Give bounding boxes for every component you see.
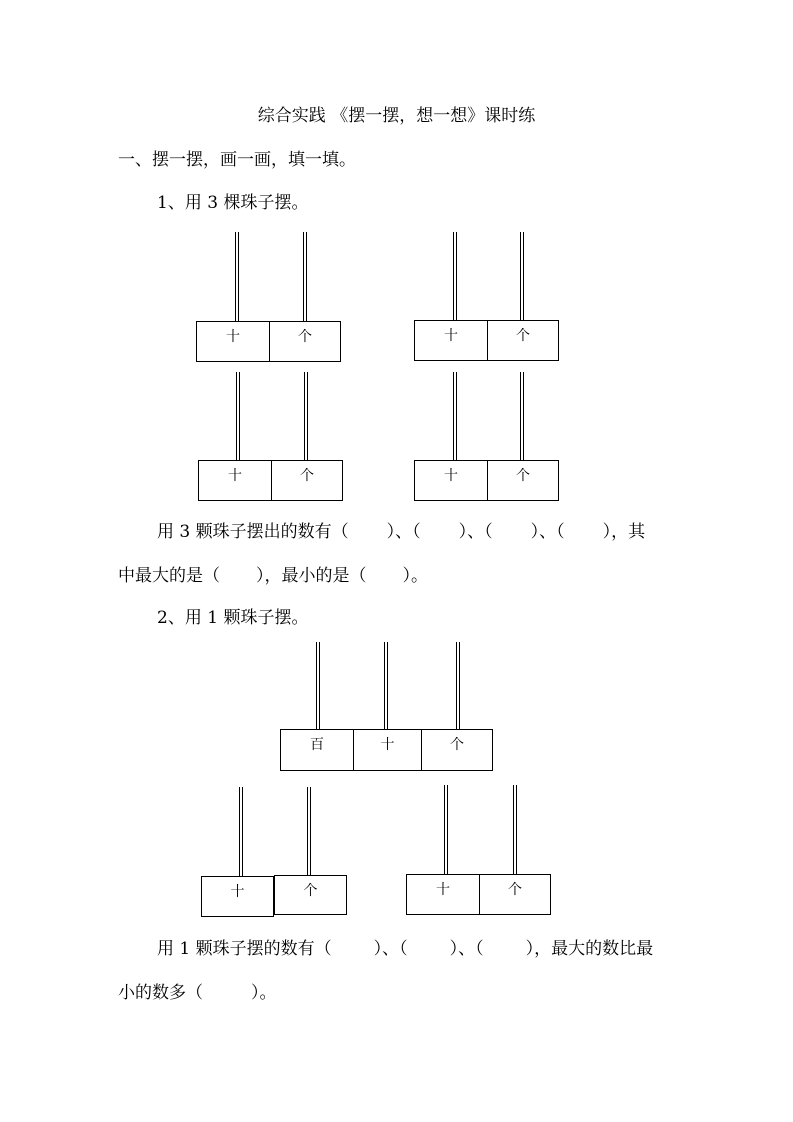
- section-heading: 一、摆一摆，画一画，填一填。: [118, 150, 356, 170]
- separator-text: ）、（: [449, 939, 484, 959]
- tens-rod: [453, 372, 457, 461]
- tens-rod: [453, 232, 457, 321]
- question-1-answer-line-1: [157, 522, 645, 542]
- question-1-answer-line-2: [118, 566, 428, 586]
- separator-text: ）、（: [373, 939, 408, 959]
- tens-label: 十: [230, 884, 245, 900]
- ones-label: 个: [303, 883, 318, 899]
- place-value-base: [406, 874, 551, 915]
- tens-box: [201, 876, 274, 917]
- prompt-text: ）。: [402, 566, 428, 586]
- prompt-text: 中最大的是（: [118, 566, 220, 586]
- ones-rod: [304, 372, 308, 461]
- abacus-3-place: [280, 642, 494, 772]
- page-title: 综合实践 《摆一摆，想一想》课时练: [257, 106, 536, 126]
- question-2-answer-line-1: [157, 939, 653, 959]
- ones-label: 个: [487, 321, 558, 360]
- question-1-heading: 1、用 3 棵珠子摆。: [157, 193, 309, 213]
- tens-label: 十: [226, 329, 240, 345]
- abacus-2-place: [201, 787, 347, 918]
- separator-text: ）、（: [386, 522, 421, 542]
- tens-label: 十: [228, 468, 242, 484]
- ones-box: [274, 875, 347, 915]
- ones-rod: [456, 642, 460, 730]
- hundreds-label: 百: [310, 737, 324, 753]
- hundreds-rod: [316, 642, 320, 730]
- tens-rod: [236, 372, 240, 461]
- place-value-base: [198, 460, 343, 501]
- separator-text: ）、（: [530, 522, 565, 542]
- prompt-text: 用 1 颗珠子摆的数有（: [157, 939, 332, 959]
- ones-rod: [307, 787, 311, 877]
- tens-label: 十: [444, 468, 458, 484]
- tens-rod: [384, 642, 388, 730]
- ones-rod: [520, 372, 524, 461]
- prompt-text: ）。: [251, 983, 277, 1003]
- tens-rod: [444, 785, 448, 875]
- place-value-base: [414, 320, 559, 361]
- ones-rod: [520, 232, 524, 321]
- question-2-answer-line-2: [118, 983, 277, 1003]
- tens-label: 十: [444, 328, 458, 344]
- separator-text: ）、（: [458, 522, 493, 542]
- ones-label: 个: [479, 875, 550, 914]
- tens-rod: [235, 232, 239, 322]
- place-value-base: [280, 729, 493, 771]
- prompt-text: ），最大的数比最: [525, 939, 654, 959]
- abacus-2-place: [414, 232, 560, 362]
- tens-label: 十: [353, 730, 421, 770]
- ones-label: 个: [271, 461, 342, 500]
- tens-rod: [239, 787, 243, 877]
- abacus-2-place: [406, 785, 552, 916]
- question-2-heading: 2、用 1 颗珠子摆。: [157, 608, 309, 628]
- abacus-2-place: [414, 372, 560, 502]
- prompt-text: 用 3 颗珠子摆出的数有（: [157, 522, 349, 542]
- prompt-text: 小的数多（: [118, 983, 203, 1003]
- ones-label: 个: [487, 461, 558, 500]
- ones-label: 个: [269, 322, 340, 361]
- ones-label: 个: [421, 730, 492, 770]
- place-value-base: [196, 321, 341, 362]
- prompt-text: ），最小的是（: [256, 566, 367, 586]
- ones-rod: [513, 785, 517, 875]
- tens-label: 十: [436, 882, 450, 898]
- prompt-text: ），其: [602, 522, 646, 542]
- abacus-2-place: [198, 372, 344, 502]
- place-value-base: [414, 460, 559, 501]
- ones-rod: [303, 232, 307, 322]
- abacus-2-place: [196, 232, 342, 362]
